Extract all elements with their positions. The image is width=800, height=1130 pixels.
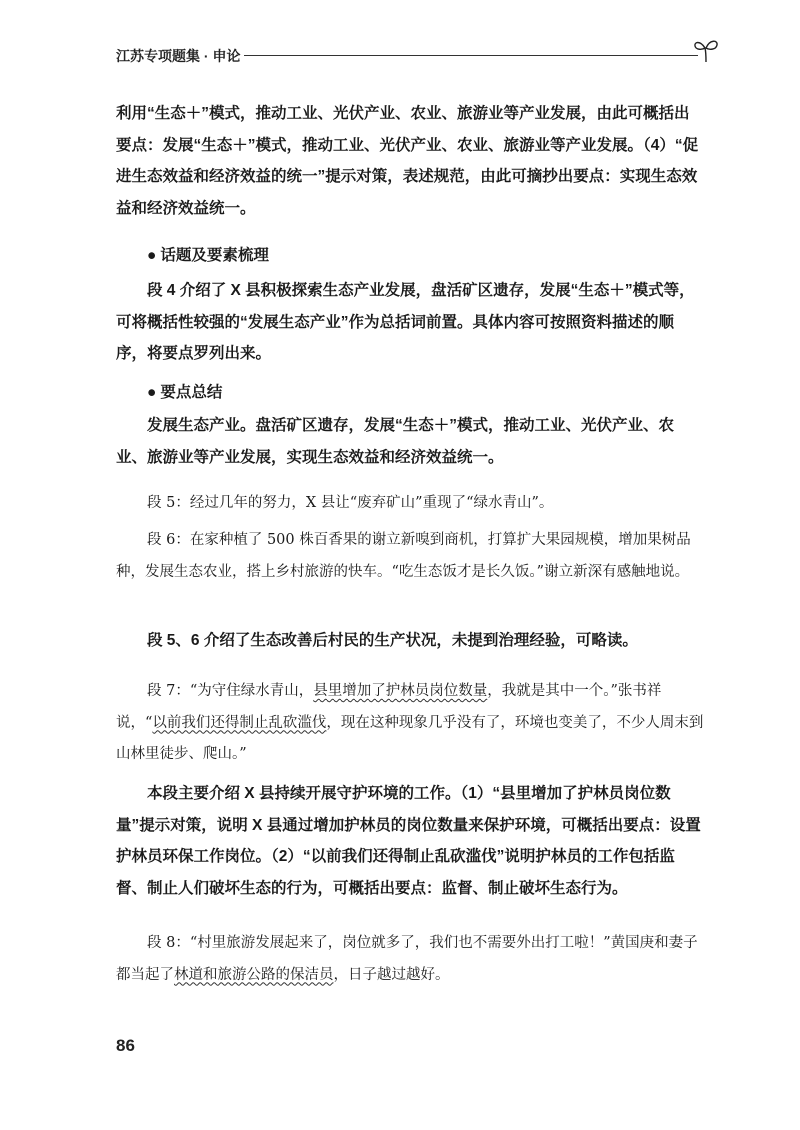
sprout-icon: [692, 36, 720, 64]
bullet-icon: ●: [147, 384, 157, 401]
source-paragraph-6: 段 6：在家种植了 500 株百香果的谢立新嗅到商机，打算扩大果园规模，增加果树品种，发展生态农业，搭上乡村旅游的快车。“吃生态饭才是长久饭。”谢立新深有感触地说。: [116, 532, 691, 580]
text-run: ，日子越过越好。: [333, 966, 450, 983]
section-heading-text: 话题及要素梳理: [160, 247, 269, 264]
section-heading-summary: [116, 377, 704, 409]
paragraph-analysis-4: 段 4 介绍了 X 县积极探索生态产业发展，盘活矿区遗存，发展“生态＋”模式等，可将概括性较强的“发展生态产业”作为总括词前置。具体内容可按照资料描述的顺序，将要点罗列出来。: [116, 282, 695, 362]
bullet-icon: ●: [147, 247, 157, 264]
section-heading-topic: [116, 240, 704, 272]
paragraph-analysis-7: 本段主要介绍 X 县持续开展守护环境的工作。（1）“县里增加了护林员岗位数量”提示对策，说明 X 县通过增加护林员的岗位数量来保护环境，可概括出要点：设置护林员环保工作岗位。（2）“以前我们还得制止乱砍滥伐”说明护林员的工作包括监督、制止人们破坏生态的行为，可概括出要点：监督、制止破坏生态行为。: [116, 785, 701, 897]
text-run: 段 8：“村里旅游发展起来了，岗位就多了，我们也不需要外出打工啦！”黄国庚和妻子都当起了: [116, 935, 698, 983]
text-run: ，我就是其中一个。”张书祥说，“: [116, 683, 662, 731]
header-rule: [244, 55, 698, 56]
underlined-phrase: 以前我们还得制止乱砍滥伐: [152, 714, 327, 731]
section-heading-text: 要点总结: [160, 384, 223, 401]
source-paragraph-5: 段 5：经过几年的努力，X 县让“废弃矿山”重现了“绿水青山”。: [147, 495, 554, 511]
paragraph-analysis-5-6: 段 5、6 介绍了生态改善后村民的生产状况，未提到治理经验，可略读。: [147, 632, 638, 649]
text-run: ，现在这种现象几乎没有了，环境也变美了，不少人周末到山林里徒步、爬山。”: [116, 714, 704, 762]
source-paragraph-7: [116, 676, 704, 771]
text-run: 段 7：“为守住绿水青山，: [147, 683, 314, 699]
paragraph-summary: 发展生态产业。盘活矿区遗存，发展“生态＋”模式，推动工业、光伏产业、农业、旅游业等产业发展，实现生态效益和经济效益统一。: [116, 417, 675, 466]
running-title: 江苏专项题集 · 申论: [116, 48, 241, 64]
page-header: [116, 42, 720, 70]
paragraph-continuation: 利用“生态＋”模式，推动工业、光伏产业、农业、旅游业等产业发展，由此可概括出要点：发展“生态＋”模式，推动工业、光伏产业、农业、旅游业等产业发展。（4）“促进生态效益和经济效益的统一”提示对策，表述规范，由此可摘抄出要点：实现生态效益和经济效益统一。: [116, 105, 699, 217]
underlined-phrase: 县里增加了护林员岗位数量: [313, 683, 488, 699]
source-paragraph-8: [116, 928, 704, 991]
underlined-phrase: 林道和旅游公路的保洁员: [174, 966, 334, 983]
page-number: 86: [116, 1036, 135, 1055]
